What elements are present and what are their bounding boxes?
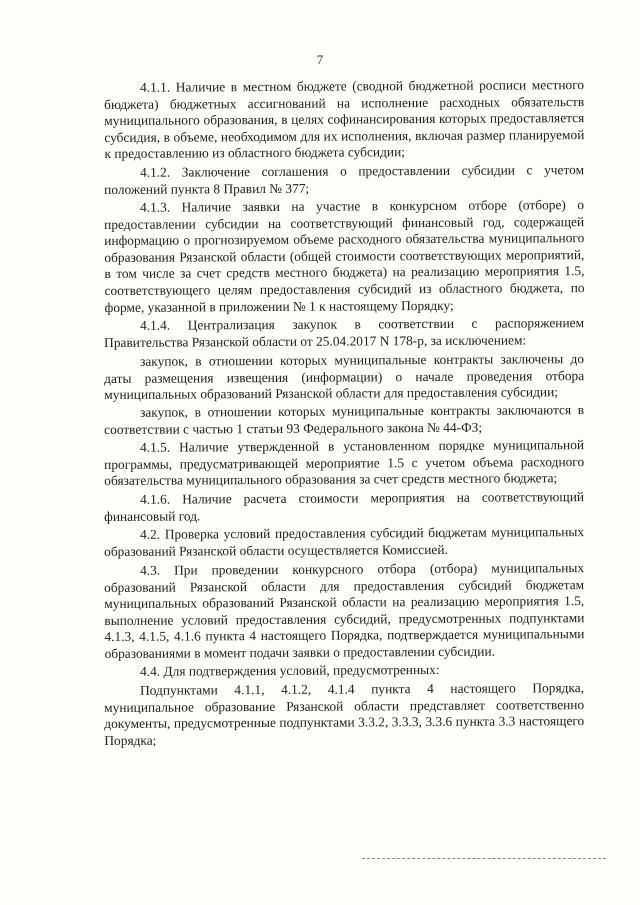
paragraph-4-1-4: 4.1.4. Централизация закупок в соответствии с распоряжением Правительства Рязанской области от 25.04.2017 N 178-р, за исключением: (104, 315, 585, 350)
paragraph-4-3: 4.3. При проведении конкурсного отбора (отбора) муниципальных образований Рязанской области для предоставления субсидий бюджетам муниципальных образований Рязанской области на реализацию мероприятия 1.5, выполнение условий предоставления субсидий, предусмотренных подпунктами 4.1.3, 4.1.5, 4.1.6 пункта 4 настоящего Порядка, подтверждается муниципальными образованиями в момент подачи заявки о предоставлении субсидии. (104, 559, 585, 661)
bottom-rule (362, 858, 606, 859)
paragraph-subpoints: Подпунктами 4.1.1, 4.1.2, 4.1.4 пункта 4 настоящего Порядка, муниципальное образование Рязанской области представляет соответственно документы, предусмотренные подпунктами 3.3.2, 3.3.3, 3.3.6 пункта 3.3 настоящего Порядка; (104, 679, 585, 748)
paragraph-4-1-1: 4.1.1. Наличие в местном бюджете (сводной бюджетной росписи местного бюджета) бюджетных ассигнований на исполнение расходных обязательств муниципального образования, в целях софинансирования которых предоставляется субсидия, в объеме, необходимом для их исполнения, включая размер планируемой к предоставлению из областного бюджета субсидии; (104, 77, 585, 162)
document-body (104, 77, 585, 749)
paragraph-exception-1: закупок, в отношении которых муниципальные контракты заключены до даты размещения извещения (информации) о начале проведения отбора муниципальных образований Рязанской области для предоставления субсидии; (104, 350, 585, 402)
paragraph-4-2: 4.2. Проверка условий предоставления субсидий бюджетам муниципальных образований Рязанской области осуществляется Комиссией. (104, 524, 585, 560)
paragraph-4-1-2: 4.1.2. Заключение соглашения о предоставлении субсидии с учетом положений пункта 8 Правил № 377; (104, 162, 585, 197)
paragraph-4-4: 4.4. Для подтверждения условий, предусмотренных: (139, 662, 440, 679)
paragraph-exception-2: закупок, в отношении которых муниципальные контракты заключаются в соответствии с частью 1 статьи 93 Федерального закона № 44-ФЗ; (104, 402, 585, 437)
page-number: 7 (316, 52, 324, 67)
paragraph-4-1-6: 4.1.6. Наличие расчета стоимости мероприятия на соответствующий финансовый год. (104, 489, 585, 524)
paragraph-4-1-5: 4.1.5. Наличие утвержденной в установленном порядке муниципальной программы, предусматривающей мероприятие 1.5 с учетом объема расходного обязательства муниципального образования за счет средств местного бюджета; (104, 437, 585, 489)
paragraph-4-1-3: 4.1.3. Наличие заявки на участие в конкурсном отборе (отборе) о предоставлении субсидии на соответствующий финансовый год, содержащей информацию о прогнозируемом объеме расходного обязательства муниципального образования Рязанской области (общей стоимости соответствующих мероприятий, в том числе за счет средств местного бюджета) на реализацию мероприятия 1.5, соответствующего целям предоставления субсидий из областного бюджета, по форме, указанной в приложении № 1 к настоящему Порядку; (104, 197, 585, 315)
